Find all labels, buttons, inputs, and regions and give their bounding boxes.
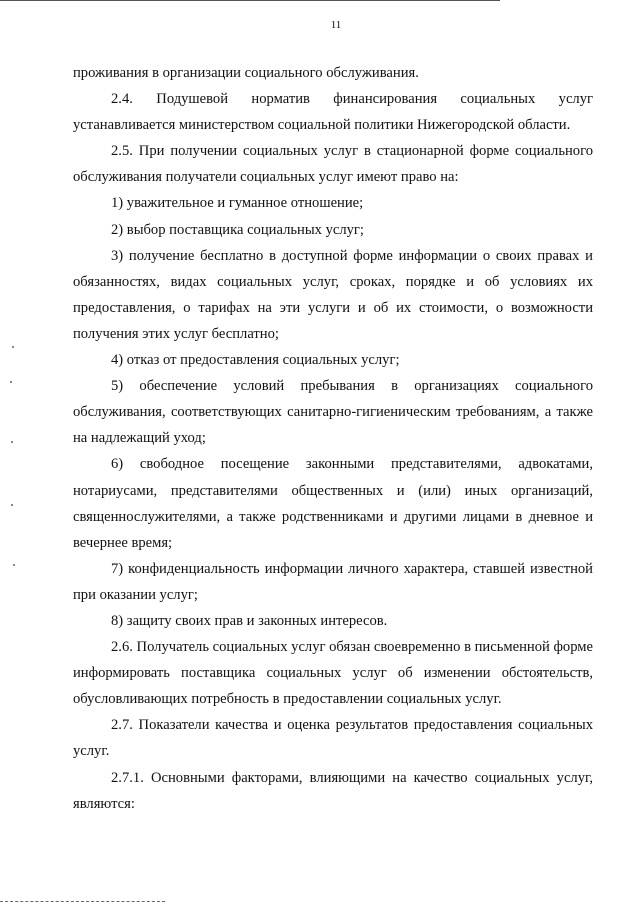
bottom-scan-rule [0,901,165,902]
list-item-7: 7) конфиденциальность информации личного характера, ставшей известной при оказании услуг; [73,560,593,603]
paragraph-2-6: 2.6. Получатель социальных услуг обязан своевременно в письменной форме информировать поставщика социальных услуг об изменении обстоятельств, обусловливающих потребность в предоставлении социальных услуг. [73,639,593,708]
list-item-5: 5) обеспечение условий пребывания в организациях социального обслуживания, соответствующих санитарно-гигиеническим требованиям, а также на надлежащий уход; [73,378,593,447]
list-item-1: 1) уважительное и гуманное отношение; [111,195,364,212]
paragraph-2-7: 2.7. Показатели качества и оценка результатов предоставления социальных услуг. [73,717,593,760]
list-item-4: 4) отказ от предоставления социальных услуг; [111,352,400,369]
list-item-2: 2) выбор поставщика социальных услуг; [111,221,364,238]
scan-speck [11,504,13,506]
list-item-3: 3) получение бесплатно в доступной форме информации о своих правах и обязанностях, видах социальных услуг, сроках, порядке и об условиях их предоставления, о тарифах на эти услуги и об их стоимости, о возможности получения этих услуг бесплатно; [73,247,593,342]
scan-speck [13,564,15,566]
paragraph-continuation: проживания в организации социального обслуживания. [73,65,419,81]
top-scan-rule [0,0,500,1]
list-item-6: 6) свободное посещение законными представителями, адвокатами, нотариусами, представителями общественных и (или) иных организаций, священнослужителями, а также родственниками и другими лицами в дневное и вечернее время; [73,456,593,551]
scan-speck [12,346,14,348]
document-body [73,60,593,817]
page-number: 11 [330,19,342,31]
list-item-8: 8) защиту своих прав и законных интересов. [111,612,388,629]
scan-speck [11,441,13,443]
paragraph-2-5: 2.5. При получении социальных услуг в стационарной форме социального обслуживания получатели социальных услуг имеют право на: [73,143,593,186]
paragraph-2-7-1: 2.7.1. Основными факторами, влияющими на качество социальных услуг, являются: [73,769,593,812]
scan-speck [10,381,12,383]
paragraph-2-4: 2.4. Подушевой норматив финансирования социальных услуг устанавливается министерством социальной политики Нижегородской области. [73,91,593,134]
